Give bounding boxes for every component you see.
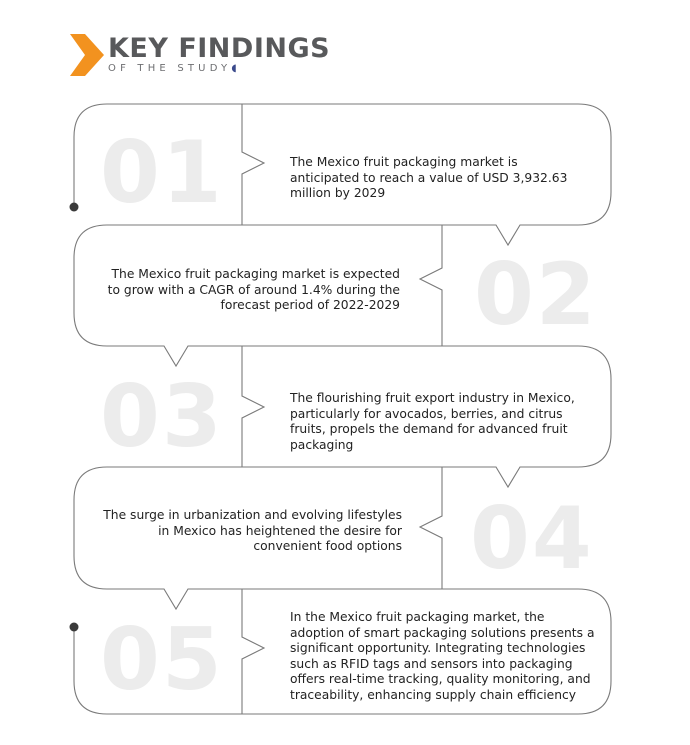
page-subtitle: OF THE STUDY◖ (108, 63, 237, 74)
finding-number-02: 02 (474, 245, 598, 345)
finding-text-01: The Mexico fruit packaging market is anticipated to reach a value of USD 3,932.63 million by 2029 (290, 155, 568, 200)
finding-text-04: The surge in urbanization and evolving lifestyles in Mexico has heightened the desire for convenient food options (103, 508, 402, 553)
timeline-start-dot (70, 203, 79, 212)
finding-text-03: The flourishing fruit export industry in Mexico, particularly for avocados, berries, and citrus fruits, propels the demand for advanced fruit packaging (290, 391, 575, 452)
page-title: KEY FINDINGS (108, 33, 331, 64)
finding-text-02: The Mexico fruit packaging market is expected to grow with a CAGR of around 1.4% during the forecast period of 2022-2029 (107, 267, 400, 312)
timeline-end-dot (70, 623, 79, 632)
finding-number-04: 04 (470, 489, 594, 589)
finding-text-05: In the Mexico fruit packaging market, the adoption of smart packaging solutions presents a significant opportunity. Integrating technologies such as RFID tags and sensors into packaging offers real-time tracking, quality monitoring, and traceability, enhancing supply chain efficiency (290, 610, 595, 702)
finding-number-01: 01 (100, 123, 224, 223)
finding-number-05: 05 (100, 610, 224, 710)
finding-number-03: 03 (100, 367, 224, 467)
moon-icon: ◖ (231, 63, 237, 74)
